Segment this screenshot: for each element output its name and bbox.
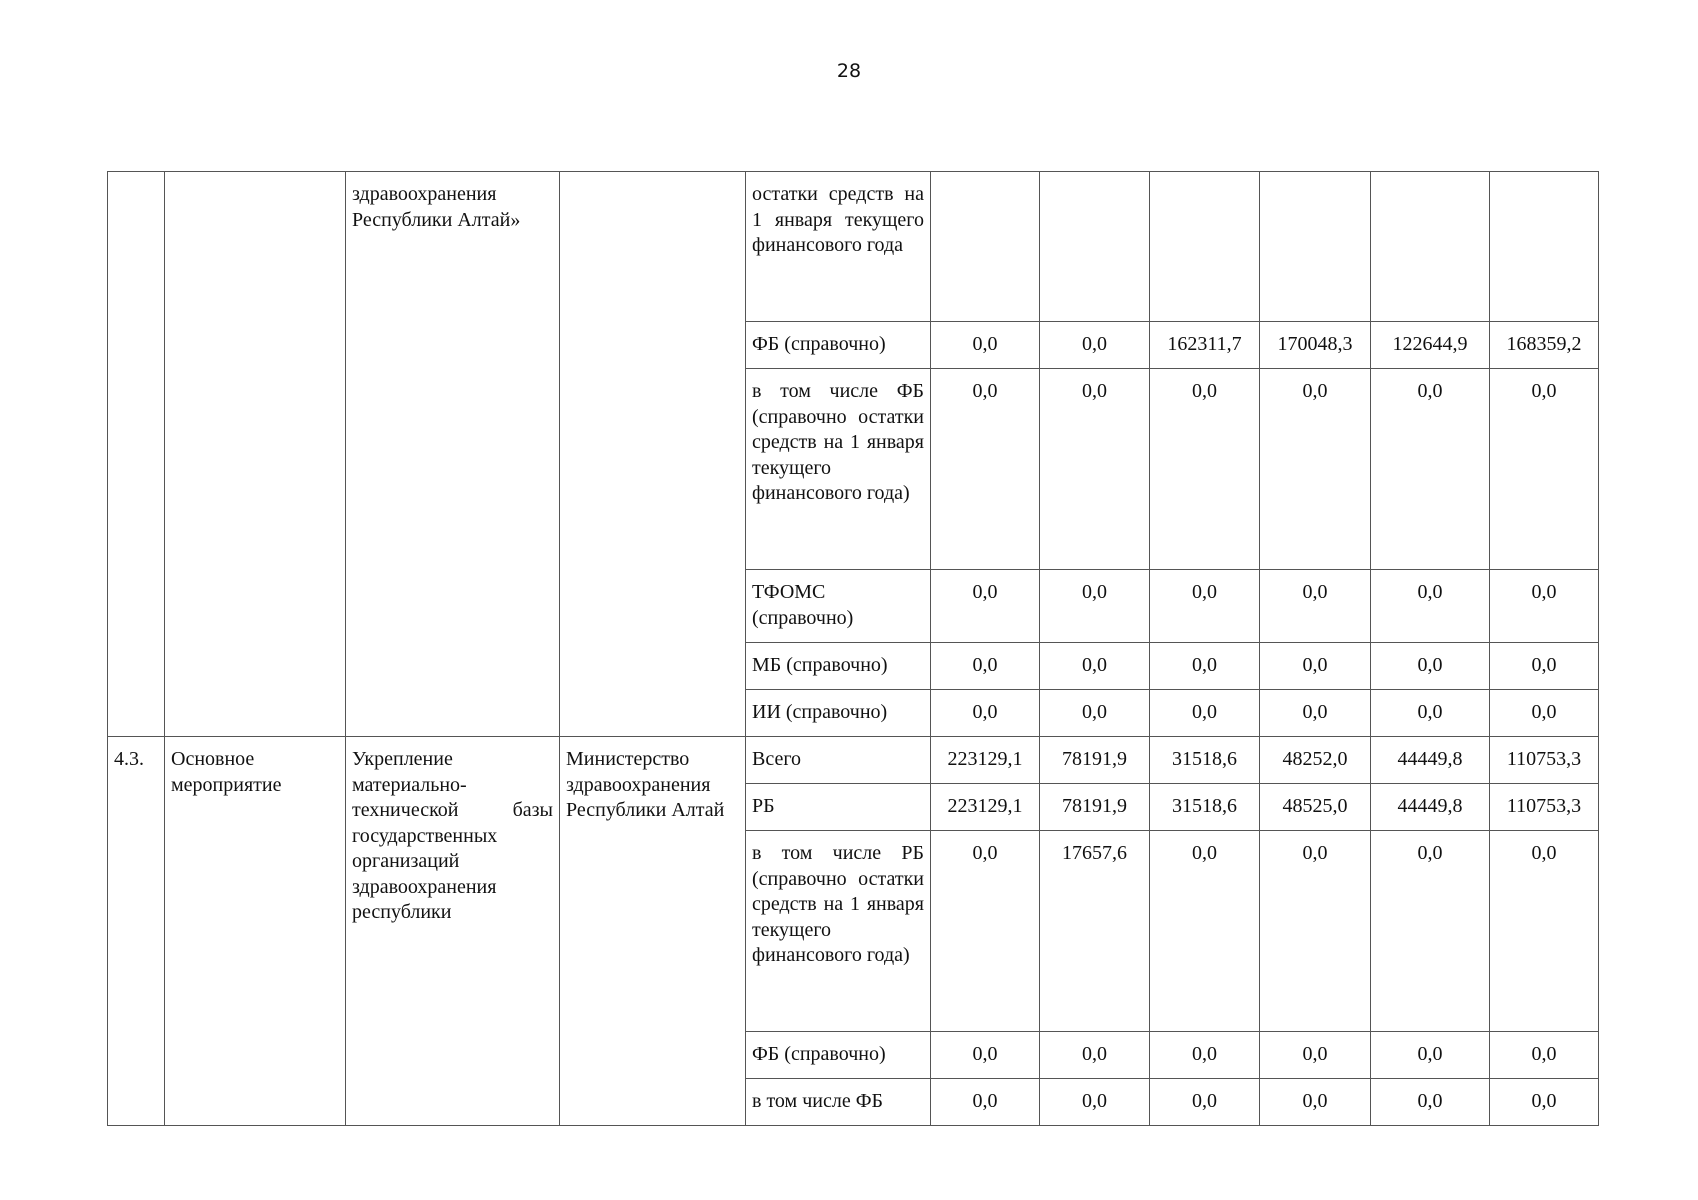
value-cell: 0,0 [1371,1079,1490,1126]
value-cell: 0,0 [1150,570,1260,643]
value-cell: 0,0 [1260,369,1371,570]
value-cell: 170048,3 [1260,322,1371,369]
value-cell: 0,0 [1371,570,1490,643]
row-name: здравоохранения Республики Алтай» [346,172,560,737]
value-cell: 0,0 [1150,690,1260,737]
value-cell [1150,172,1260,322]
value-cell: 0,0 [1260,643,1371,690]
value-cell: 17657,6 [1040,831,1150,1032]
funding-source: Всего [746,737,931,784]
row-type: Основное мероприятие [165,737,346,1126]
value-cell [1040,172,1150,322]
value-cell: 31518,6 [1150,784,1260,831]
page-number: 28 [836,60,862,82]
value-cell: 0,0 [1490,643,1599,690]
value-cell: 0,0 [1150,1079,1260,1126]
table-body [108,172,1599,1126]
value-cell: 0,0 [1371,690,1490,737]
row-number [108,172,165,737]
value-cell [931,172,1040,322]
funding-source: в том числе РБ (справочно остатки средств на 1 января текущего финансового года) [746,831,931,1032]
value-cell: 44449,8 [1371,784,1490,831]
value-cell: 0,0 [931,831,1040,1032]
value-cell: 0,0 [1260,570,1371,643]
value-cell: 0,0 [931,322,1040,369]
value-cell: 48525,0 [1260,784,1371,831]
value-cell: 0,0 [1490,369,1599,570]
value-cell: 168359,2 [1490,322,1599,369]
value-cell: 0,0 [931,369,1040,570]
value-cell: 0,0 [1040,570,1150,643]
value-cell: 48252,0 [1260,737,1371,784]
value-cell: 44449,8 [1371,737,1490,784]
value-cell [1260,172,1371,322]
row-number: 4.3. [108,737,165,1126]
value-cell: 78191,9 [1040,784,1150,831]
funding-source: ТФОМС (справочно) [746,570,931,643]
table-row [108,172,1599,322]
value-cell: 0,0 [1040,322,1150,369]
value-cell: 0,0 [1260,1032,1371,1079]
funding-source: ФБ (справочно) [746,322,931,369]
value-cell: 223129,1 [931,737,1040,784]
value-cell: 0,0 [1260,1079,1371,1126]
value-cell: 110753,3 [1490,784,1599,831]
value-cell: 0,0 [1040,643,1150,690]
value-cell: 110753,3 [1490,737,1599,784]
funding-source: остатки средств на 1 января текущего финансового года [746,172,931,322]
value-cell: 0,0 [1371,831,1490,1032]
value-cell: 0,0 [931,1032,1040,1079]
row-executor [560,172,746,737]
value-cell: 0,0 [931,1079,1040,1126]
value-cell [1490,172,1599,322]
value-cell: 0,0 [1150,831,1260,1032]
funding-source: в том числе ФБ (справочно остатки средств на 1 января текущего финансового года) [746,369,931,570]
value-cell: 78191,9 [1040,737,1150,784]
value-cell: 0,0 [931,690,1040,737]
funding-source: РБ [746,784,931,831]
value-cell: 0,0 [1371,643,1490,690]
value-cell: 0,0 [1150,643,1260,690]
value-cell: 0,0 [1150,1032,1260,1079]
funding-source: ИИ (справочно) [746,690,931,737]
value-cell: 0,0 [1040,1032,1150,1079]
row-name: Укрепление материально-технической базы государственных организаций здравоохранения республики [346,737,560,1126]
value-cell: 0,0 [1150,369,1260,570]
value-cell: 0,0 [1040,369,1150,570]
budget-table [107,171,1599,1126]
funding-source: ФБ (справочно) [746,1032,931,1079]
row-executor: Министерство здравоохранения Республики Алтай [560,737,746,1126]
value-cell: 0,0 [931,570,1040,643]
funding-source: МБ (справочно) [746,643,931,690]
value-cell: 0,0 [1371,1032,1490,1079]
value-cell: 0,0 [1040,690,1150,737]
row-type [165,172,346,737]
value-cell: 0,0 [1371,369,1490,570]
value-cell [1371,172,1490,322]
value-cell: 0,0 [1490,1032,1599,1079]
value-cell: 0,0 [1490,831,1599,1032]
table-row [108,737,1599,784]
value-cell: 0,0 [1490,570,1599,643]
value-cell: 0,0 [1260,690,1371,737]
value-cell: 0,0 [931,643,1040,690]
value-cell: 0,0 [1040,1079,1150,1126]
value-cell: 0,0 [1490,690,1599,737]
value-cell: 223129,1 [931,784,1040,831]
value-cell: 0,0 [1260,831,1371,1032]
funding-source: в том числе ФБ [746,1079,931,1126]
value-cell: 162311,7 [1150,322,1260,369]
value-cell: 122644,9 [1371,322,1490,369]
value-cell: 0,0 [1490,1079,1599,1126]
value-cell: 31518,6 [1150,737,1260,784]
